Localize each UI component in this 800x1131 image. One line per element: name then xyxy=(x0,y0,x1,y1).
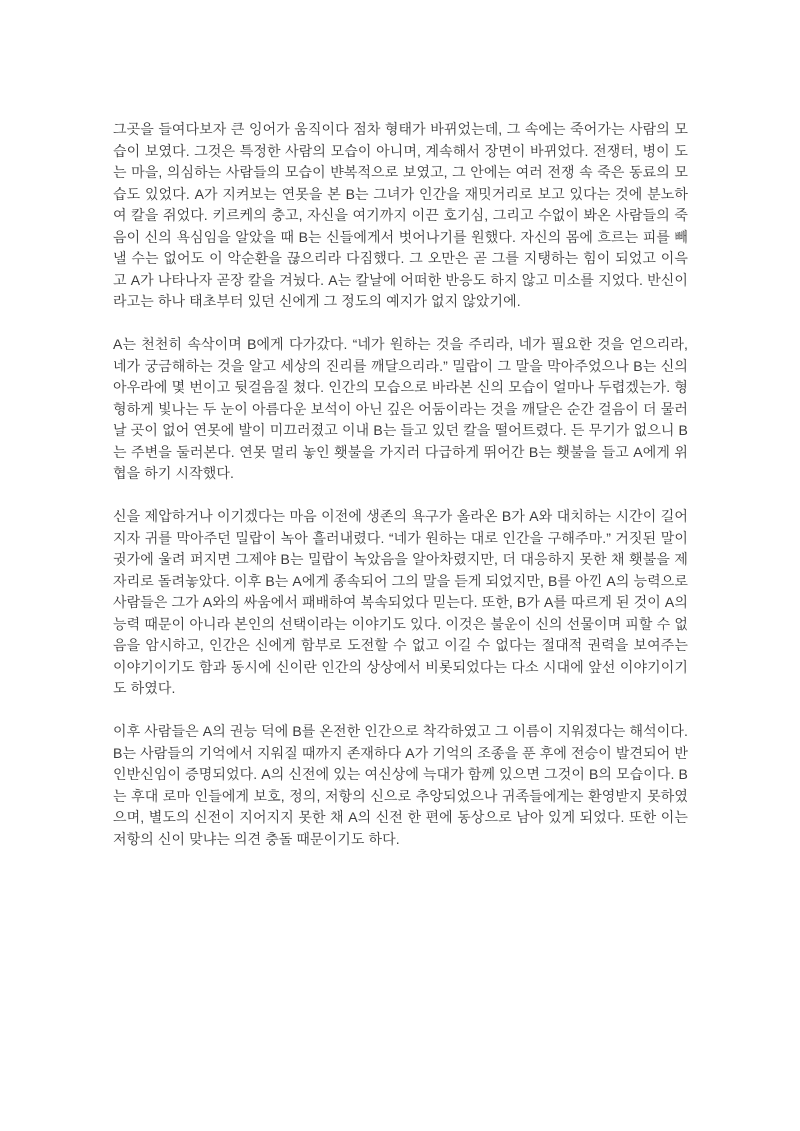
paragraph-3: 신을 제압하거나 이기겠다는 마음 이전에 생존의 욕구가 올라온 B가 A와 대치하는 시간이 길어지자 귀를 막아주던 밀랍이 녹아 흘러내렸다. “네가 원하는 대로 인간을 구해주마.” 거짓된 말이 귓가에 울려 퍼지면 그제야 B는 밀랍이 녹았음을 알아차렸지만, 더 대응하지 못한 채 횃불을 제자리로 돌려놓았다. 이후 B는 A에게 종속되어 그의 말을 듣게 되었지만, B를 아낀 A의 능력으로 사람들은 그가 A와의 싸움에서 패배하여 복속되었다 믿는다. 또한, B가 A를 따르게 된 것이 A의 능력 때문이 아니라 본인의 선택이라는 이야기도 있다. 이것은 불운이 신의 선물이며 피할 수 없음을 암시하고, 인간은 신에게 함부로 도전할 수 없고 이길 수 없다는 절대적 권력을 보여주는 이야기이기도 함과 동시에 신이란 인간의 상상에서 비롯되었다는 다소 시대에 앞선 이야기이기도 하였다. xyxy=(113,508,688,696)
paragraph-1: 그곳을 들여다보자 큰 잉어가 움직이다 점차 형태가 바뀌었는데, 그 속에는 죽어가는 사람의 모습이 보였다. 그것은 특정한 사람의 모습이 아니며, 계속해서 장면이 바뀌었다. 전쟁터, 병이 도는 마을, 의심하는 사람들의 모습이 뱐복적으로 보였고, 그 안에는 여러 전쟁 속 죽은 동료의 모습도 있었다. A가 지켜보는 연못을 본 B는 그녀가 인간을 재밋거리로 보고 있다는 것에 분노하여 칼을 쥐었다. 키르케의 충고, 자신을 여기까지 이끈 호기심, 그리고 수없이 봐온 사람들의 죽음이 신의 욕심임을 알았을 때 B는 신들에게서 벗어나기를 원했다. 자신의 몸에 흐르는 피를 빼낼 수는 없어도 이 악순환을 끊으리라 다짐했다. 그 오만은 곧 그를 지탱하는 힘이 되었고 이윽고 A가 나타나자 곧장 칼을 겨눴다. A는 칼날에 어떠한 반응도 하지 않고 미소를 지었다. 반신이라고는 하나 태초부터 있던 신에게 그 정도의 예지가 없지 않았기에. xyxy=(113,121,688,309)
paragraph-2: A는 천천히 속삭이며 B에게 다가갔다. “네가 원하는 것을 주리라, 네가 필요한 것을 얻으리라, 네가 궁금해하는 것을 알고 세상의 진리를 깨달으리라.” 밀랍이 그 말을 막아주었으나 B는 신의 아우라에 몇 번이고 뒷걸음질 쳤다. 인간의 모습으로 바라본 신의 모습이 얼마나 두렵겠는가. 형형하게 빛나는 두 눈이 아름다운 보석이 아닌 깊은 어둠이라는 것을 깨달은 순간 걸음이 더 물러날 곳이 없어 연못에 발이 미끄러졌고 이내 B는 들고 있던 칼을 떨어트렸다. 든 무기가 없으니 B는 주변을 둘러본다. 연못 멀리 놓인 횃불을 가지러 다급하게 뛰어간 B는 횃불을 들고 A에게 위협을 하기 시작했다. xyxy=(113,336,688,481)
paragraph-4: 이후 사람들은 A의 권능 덕에 B를 온전한 인간으로 착각하였고 그 이름이 지워졌다는 해석이다. B는 사람들의 기억에서 지워질 때까지 존재하다 A가 기억의 조종을 푼 후에 전승이 발견되어 반인반신임이 증명되었다. A의 신전에 있는 여신상에 늑대가 함께 있으면 그것이 B의 모습이다. B는 후대 로마 인들에게 보호, 정의, 저항의 신으로 추앙되었으나 귀족들에게는 환영받지 못하였으며, 별도의 신전이 지어지지 못한 채 A의 신전 한 편에 동상으로 남아 있게 되었다. 또한 이는 저항의 신이 맞냐는 의견 충돌 때문이기도 하다. xyxy=(113,723,688,847)
